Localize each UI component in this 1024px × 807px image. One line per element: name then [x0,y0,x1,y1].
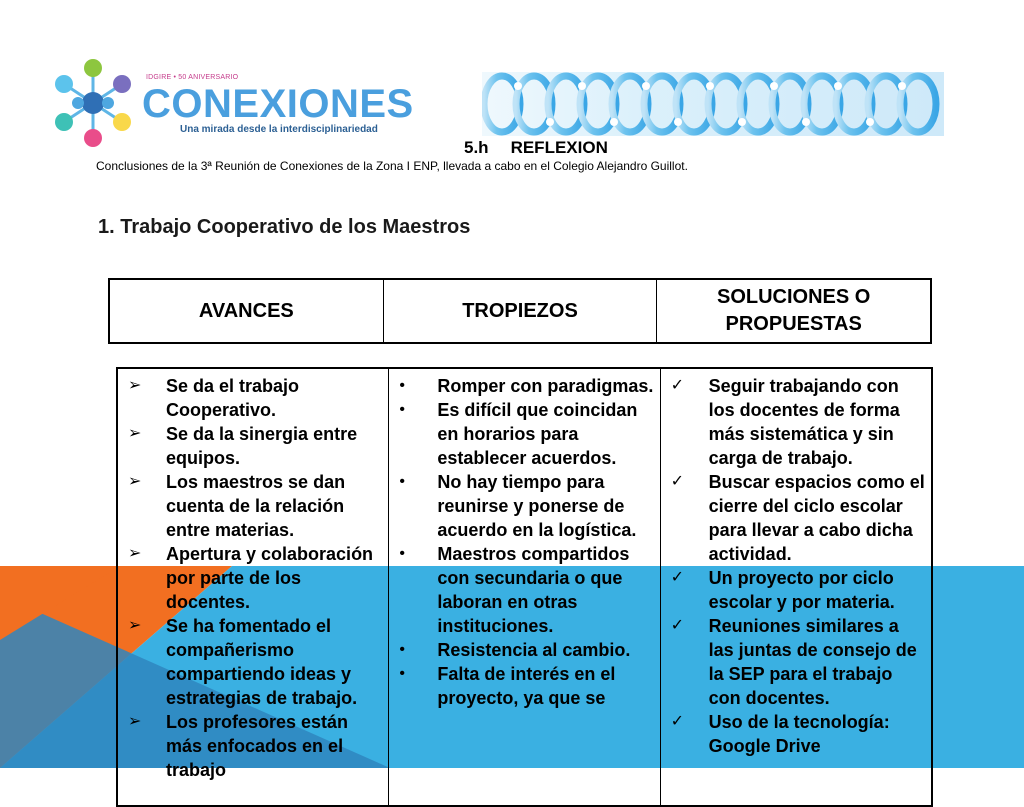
arrow-bullet-icon: ➢ [128,425,142,442]
dot-bullet-icon: • [399,377,405,394]
list-item [122,542,384,614]
list-item [393,374,655,398]
conexiones-logo [50,58,414,150]
list-item-text: Maestros compartidos con secundaria o que laboran en otras instituciones. [437,544,630,636]
list-item-text: Un proyecto por ciclo escolar y por materia. [708,568,895,612]
list-item [122,470,384,542]
list-item [122,614,384,710]
table-header-row [108,278,932,344]
list-item [393,398,655,470]
dot-bullet-icon: • [399,545,405,562]
column-tropiezos [388,369,659,805]
list-item [393,662,655,710]
header-soluciones: SOLUCIONES O PROPUESTAS [656,280,930,342]
arrow-bullet-icon: ➢ [128,377,142,394]
header-avances: AVANCES [198,299,294,322]
list-item [665,470,927,566]
dot-bullet-icon: • [399,401,405,418]
list-item-text: Se da la sinergia entre equipos. [166,424,358,468]
section-heading: 1. Trabajo Cooperativo de los Maestros [98,216,471,238]
list-item-text: Seguir trabajando con los docentes de forma más sistemática y sin carga de trabajo. [708,376,900,468]
list-item-text: Buscar espacios como el cierre del ciclo escolar para llevar a cabo dicha actividad. [708,472,925,564]
list-item-text: Falta de interés en el proyecto, ya que se [437,664,616,708]
list-item [122,374,384,422]
arrow-bullet-icon: ➢ [128,473,142,490]
slide-number: 5.h [464,138,489,157]
list-item [393,470,655,542]
list-item-text: Romper con paradigmas. [437,376,654,396]
list-item [393,638,655,662]
list-item [665,374,927,470]
header-tropiezos: TROPIEZOS [383,280,657,342]
list-item-text: Resistencia al cambio. [437,640,631,660]
slide-title-text: REFLEXION [510,138,608,157]
list-item-text: No hay tiempo para reunirse y ponerse de acuerdo en la logística. [437,472,637,540]
dot-bullet-icon: • [399,473,405,490]
logo-network-icon [50,58,136,148]
list-item-text: Reuniones similares a las juntas de consejo de la SEP para el trabajo con docentes. [708,616,917,708]
arrow-bullet-icon: ➢ [128,617,142,634]
list-item [393,542,655,638]
column-soluciones [660,369,931,805]
arrow-bullet-icon: ➢ [128,545,142,562]
check-bullet-icon: ✓ [670,377,685,394]
list-item-text: Los profesores están más enfocados en el trabajo [166,712,349,780]
list-item [665,614,927,710]
content-table [116,367,933,807]
check-bullet-icon: ✓ [670,713,685,730]
list-item [122,422,384,470]
slide-subtitle: Conclusiones de la 3ª Reunión de Conexiones de la Zona I ENP, llevada a cabo en el Colegio Alejandro Guillot. [96,159,688,173]
list-item-text: Se da el trabajo Cooperativo. [166,376,300,420]
dot-bullet-icon: • [399,641,405,658]
list-item [665,566,927,614]
slide-title [464,138,608,158]
list-item [665,710,927,758]
decorative-chain-banner [482,66,944,142]
logo-wordmark: CONEXIONES [142,82,414,126]
list-item-text: Se ha fomentado el compañerismo compartiendo ideas y estrategias de trabajo. [166,616,358,708]
list-item-text: Es difícil que coincidan en horarios para establecer acuerdos. [437,400,638,468]
list-item [122,710,384,782]
dot-bullet-icon: • [399,665,405,682]
check-bullet-icon: ✓ [670,569,685,586]
arrow-bullet-icon: ➢ [128,713,142,730]
list-item-text: Apertura y colaboración por parte de los docentes. [166,544,374,612]
logo-supertitle: IDGIRE • 50 ANIVERSARIO [146,74,239,81]
logo-tagline: Una mirada desde la interdisciplinariedad [180,124,378,135]
list-item-text: Los maestros se dan cuenta de la relación entre materias. [166,472,346,540]
list-item-text: Uso de la tecnología: Google Drive [708,712,890,756]
column-avances [118,369,388,805]
check-bullet-icon: ✓ [670,473,685,490]
check-bullet-icon: ✓ [670,617,685,634]
